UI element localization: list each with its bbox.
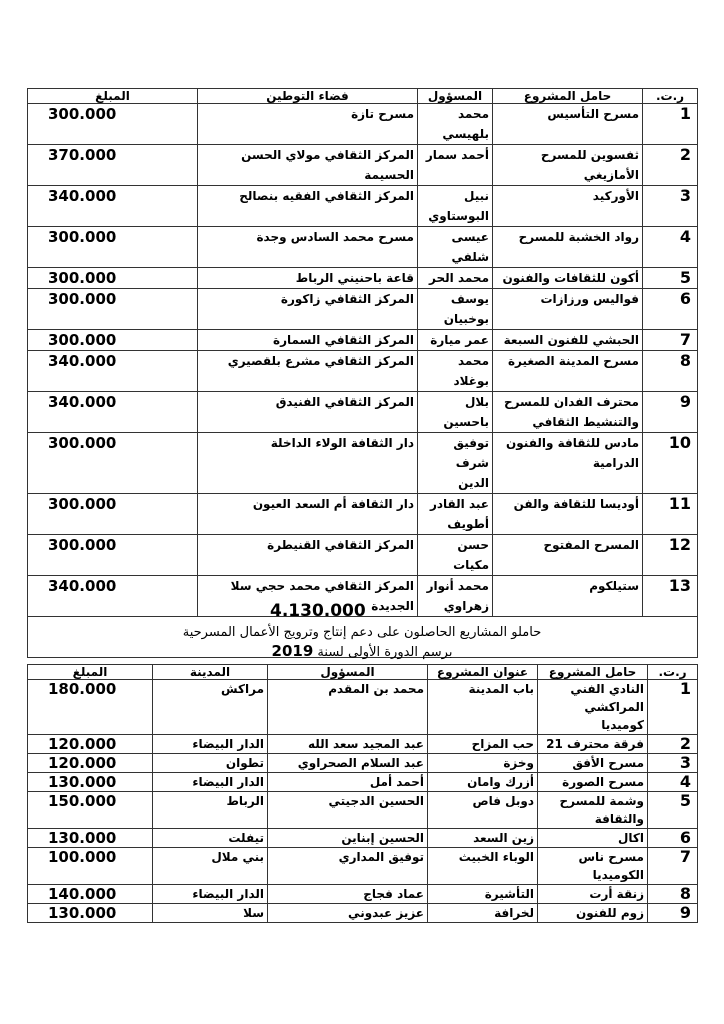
row-number: 7 (648, 848, 698, 885)
amount: 340.000 (28, 186, 198, 227)
project-holder: مسرح الصورة (538, 773, 648, 792)
city: سلا (153, 904, 268, 923)
row-number: 12 (643, 535, 698, 576)
section-caption: حاملو المشاريع الحاصلون على دعم إنتاج وترويج الأعمال المسرحية (182, 625, 542, 640)
amount: 340.000 (28, 576, 198, 617)
amount: 120.000 (28, 735, 153, 754)
amount: 300.000 (28, 330, 198, 351)
header-venue: فضاء التوطين (198, 89, 418, 104)
project-title: وخزة (428, 754, 538, 773)
city: الدار البيضاء (153, 773, 268, 792)
row-number: 6 (643, 289, 698, 330)
venue: المركز الثقافي محمد حجي سلا الجديدة (198, 576, 418, 617)
row-number: 4 (648, 773, 698, 792)
table-row (28, 792, 698, 829)
amount: 180.000 (28, 680, 153, 735)
table-header-row (28, 665, 698, 680)
project-title: أزرك وامان (428, 773, 538, 792)
amount: 130.000 (28, 773, 153, 792)
row-number: 9 (643, 392, 698, 433)
venue: المركز الثقافي السمارة (198, 330, 418, 351)
row-number: 3 (648, 754, 698, 773)
venue: المركز الثقافي زاكورة (198, 289, 418, 330)
responsible: توفيق شرف الدين (418, 433, 493, 494)
table-row (28, 754, 698, 773)
project-holder: مسرح التأسيس (493, 104, 643, 145)
row-number: 4 (643, 227, 698, 268)
table-row (28, 186, 698, 227)
header-city: المدينة (153, 665, 268, 680)
project-title: الوباء الخبيث (428, 848, 538, 885)
venue: المركز الثقافي الفقيه بنصالح (198, 186, 418, 227)
amount: 300.000 (28, 494, 198, 535)
section-subcaption (0, 642, 724, 660)
project-title: دوبل فاص (428, 792, 538, 829)
table-row (28, 433, 698, 494)
project-holder: الحبشي للفنون السبعة (493, 330, 643, 351)
table-row (28, 392, 698, 433)
row-number: 13 (643, 576, 698, 617)
responsible: محمد أنوار زهراوي (418, 576, 493, 617)
row-number: 5 (643, 268, 698, 289)
responsible: محمد بوغلاد (418, 351, 493, 392)
row-number: 8 (643, 351, 698, 392)
header-amount: المبلغ (28, 665, 153, 680)
table-row (28, 829, 698, 848)
header-project-holder: حامل المشروع (538, 665, 648, 680)
amount: 140.000 (28, 885, 153, 904)
project-holder: الأوركيد (493, 186, 643, 227)
responsible: أحمد سمار (418, 145, 493, 186)
venue: دار الثقافة أم السعد العيون (198, 494, 418, 535)
project-title: لخرافة (428, 904, 538, 923)
city: الدار البيضاء (153, 885, 268, 904)
venue: قاعة باحنيني الرباط (198, 268, 418, 289)
venue: دار الثقافة الولاء الداخلة (198, 433, 418, 494)
amount: 300.000 (28, 104, 198, 145)
row-number: 7 (643, 330, 698, 351)
project-holder: المسرح المفتوح (493, 535, 643, 576)
project-holder: محترف الفدان للمسرح والتنشيط الثقافي (493, 392, 643, 433)
amount: 150.000 (28, 792, 153, 829)
city: بني ملال (153, 848, 268, 885)
amount: 300.000 (28, 433, 198, 494)
project-holder: رواد الخشبة للمسرح (493, 227, 643, 268)
responsible: محمد بن المقدم (268, 680, 428, 735)
project-holder: زوم للفنون (538, 904, 648, 923)
amount: 130.000 (28, 829, 153, 848)
project-title: حب المزاح (428, 735, 538, 754)
row-number: 2 (643, 145, 698, 186)
row-number: 2 (648, 735, 698, 754)
row-number: 6 (648, 829, 698, 848)
responsible: عبد المجيد سعد الله (268, 735, 428, 754)
amount: 300.000 (28, 268, 198, 289)
project-holder: مسرح ناس الكوميديا (538, 848, 648, 885)
table-row (28, 351, 698, 392)
responsible: الحسين الدجيتي (268, 792, 428, 829)
table-row (28, 773, 698, 792)
project-holder: زنقة أرت (538, 885, 648, 904)
header-amount: المبلغ (28, 89, 198, 104)
responsible: بلال باحسين (418, 392, 493, 433)
project-holder: فرقة محترف 21 (538, 735, 648, 754)
venue: المركز الثقافي الفنيدق (198, 392, 418, 433)
project-holder: ثفسوين للمسرح الأمازيغي (493, 145, 643, 186)
table-row (28, 535, 698, 576)
venue: المركز الثقافي مشرع بلقصيري (198, 351, 418, 392)
subcaption-year: 2019 (271, 642, 314, 660)
venue: مسرح تازة (198, 104, 418, 145)
responsible: عماد فجاج (268, 885, 428, 904)
amount: 370.000 (28, 145, 198, 186)
projects-table-2 (27, 664, 698, 923)
table-row (28, 268, 698, 289)
amount: 300.000 (28, 289, 198, 330)
row-number: 9 (648, 904, 698, 923)
amount: 100.000 (28, 848, 153, 885)
project-holder: مسرح المدينة الصغيرة (493, 351, 643, 392)
project-title: التأشيرة (428, 885, 538, 904)
responsible: توفيق المداري (268, 848, 428, 885)
responsible: عبد السلام الصحراوي (268, 754, 428, 773)
header-project-holder: حامل المشروع (493, 89, 643, 104)
table-row (28, 680, 698, 735)
row-number: 3 (643, 186, 698, 227)
table-row (28, 227, 698, 268)
total-amount: 4.130.000 (270, 601, 366, 621)
amount: 300.000 (28, 535, 198, 576)
table-row (28, 330, 698, 351)
amount: 130.000 (28, 904, 153, 923)
header-title: عنوان المشروع (428, 665, 538, 680)
amount: 340.000 (28, 392, 198, 433)
responsible: الحسين إبناين (268, 829, 428, 848)
project-holder: أكون للثقافات والفنون (493, 268, 643, 289)
row-number: 11 (643, 494, 698, 535)
amount: 120.000 (28, 754, 153, 773)
row-number: 1 (648, 680, 698, 735)
project-holder: مادس للثقافة والفنون الدرامية (493, 433, 643, 494)
table-row (28, 145, 698, 186)
project-holder: وشمة للمسرح والثقافة (538, 792, 648, 829)
responsible: محمد الحر (418, 268, 493, 289)
venue: المركز الثقافي مولاي الحسن الحسيمة (198, 145, 418, 186)
city: تيفلت (153, 829, 268, 848)
project-title: باب المدينة (428, 680, 538, 735)
amount: 340.000 (28, 351, 198, 392)
responsible: نبيل البوستاوي (418, 186, 493, 227)
project-holder: اكال (538, 829, 648, 848)
header-num: ر.ت. (648, 665, 698, 680)
table-row (28, 104, 698, 145)
amount: 300.000 (28, 227, 198, 268)
table-header-row (28, 89, 698, 104)
responsible: يوسف بوخبيان (418, 289, 493, 330)
table-row (28, 289, 698, 330)
responsible: أحمد أمل (268, 773, 428, 792)
responsible: عمر ميارة (418, 330, 493, 351)
venue: مسرح محمد السادس وجدة (198, 227, 418, 268)
header-num: ر.ت. (643, 89, 698, 104)
row-number: 10 (643, 433, 698, 494)
city: تطوان (153, 754, 268, 773)
responsible: محمد بلهيسي (418, 104, 493, 145)
projects-table-1 (27, 88, 698, 658)
table-row (28, 848, 698, 885)
city: مراكش (153, 680, 268, 735)
project-holder: النادي الفني المراكشي كوميديا (538, 680, 648, 735)
table-row (28, 735, 698, 754)
table-row (28, 494, 698, 535)
responsible: عزيز عبدوني (268, 904, 428, 923)
subcaption-prefix: برسم الدورة الأولى لسنة (317, 645, 453, 660)
table-row (28, 885, 698, 904)
project-holder: أوديسا للثقافة والفن (493, 494, 643, 535)
city: الرباط (153, 792, 268, 829)
responsible: عبد القادر أطويف (418, 494, 493, 535)
project-holder: ستيلكوم (493, 576, 643, 617)
header-responsible: المسؤول (418, 89, 493, 104)
responsible: حسن مكيات (418, 535, 493, 576)
project-holder: فواليس ورزازات (493, 289, 643, 330)
table-row (28, 904, 698, 923)
project-holder: مسرح الأفق (538, 754, 648, 773)
header-responsible: المسؤول (268, 665, 428, 680)
row-number: 1 (643, 104, 698, 145)
responsible: عيسى شلفي (418, 227, 493, 268)
city: الدار البيضاء (153, 735, 268, 754)
row-number: 8 (648, 885, 698, 904)
venue: المركز الثقافي القنيطرة (198, 535, 418, 576)
project-title: زين السعد (428, 829, 538, 848)
row-number: 5 (648, 792, 698, 829)
